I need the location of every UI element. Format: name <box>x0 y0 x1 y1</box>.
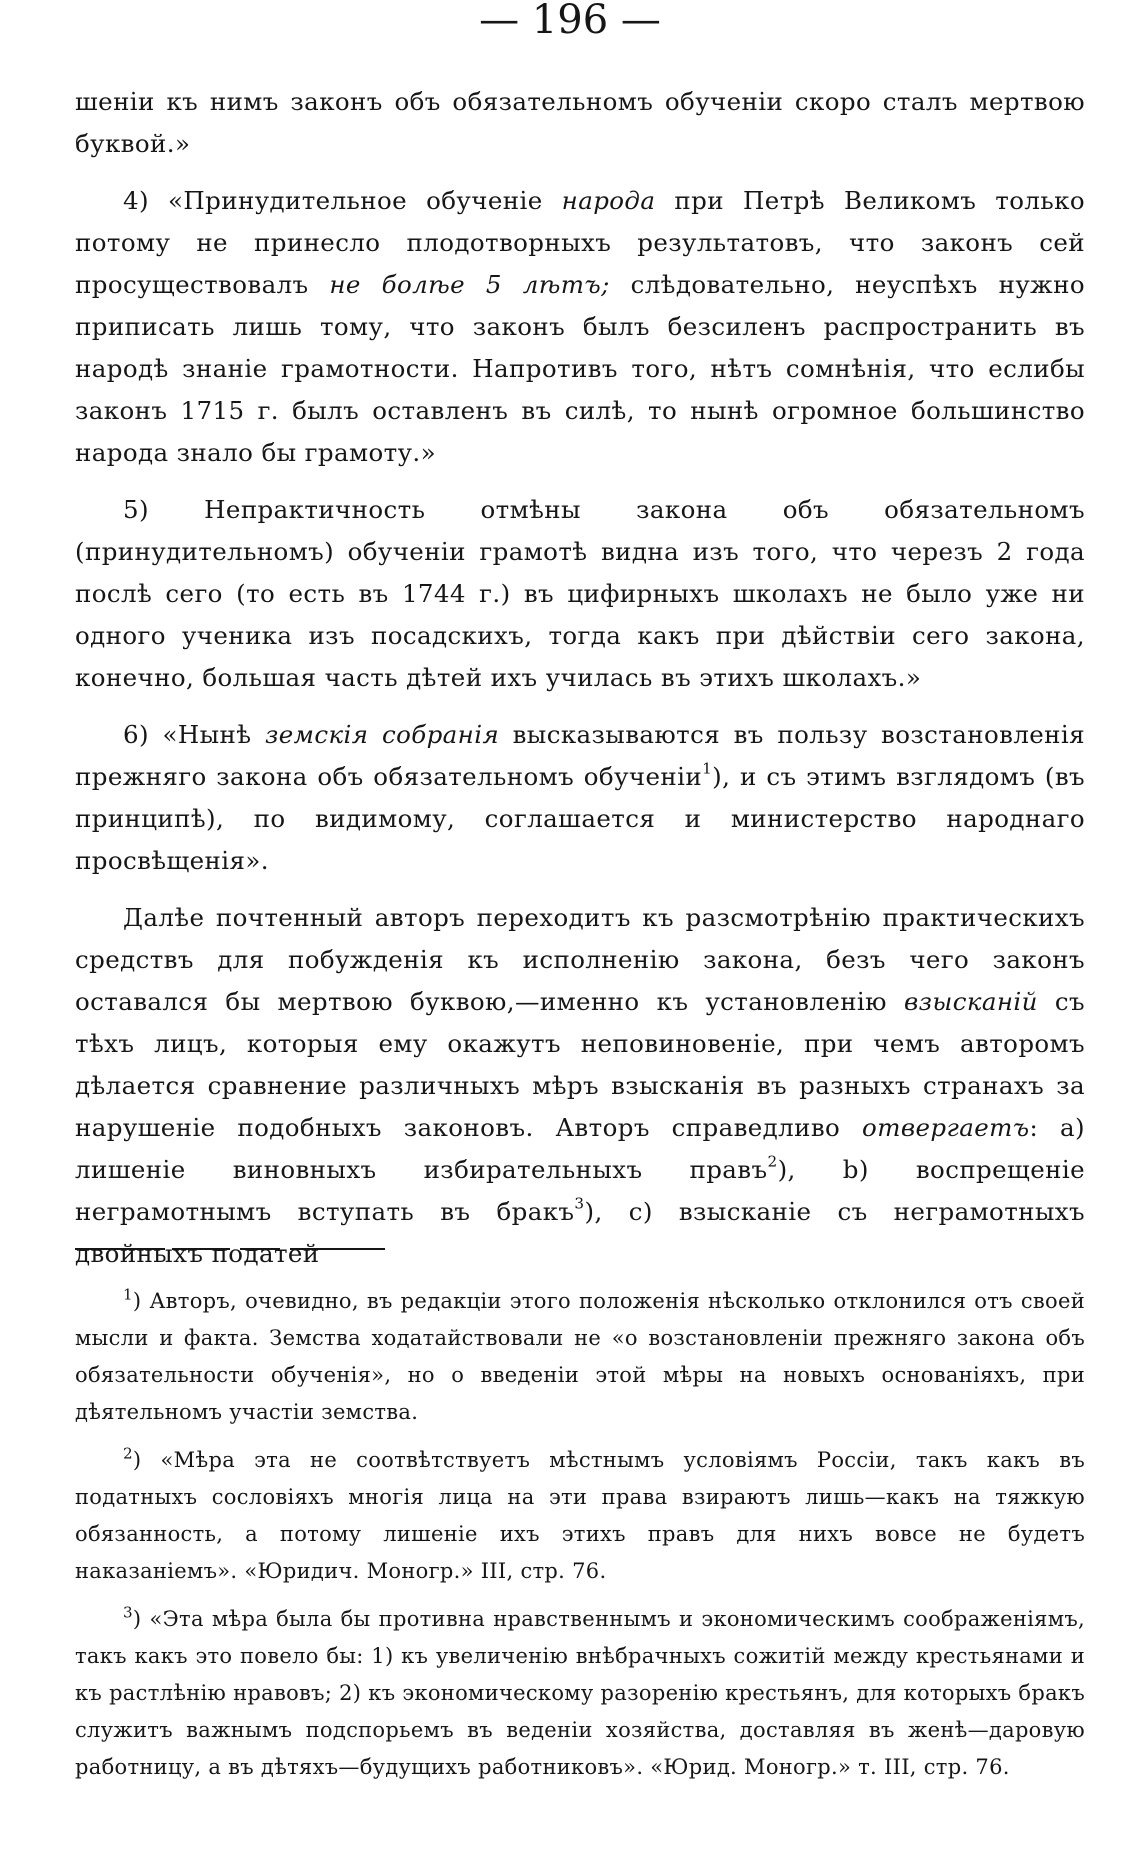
footnote-ref-3[interactable]: 3 <box>574 1194 585 1213</box>
paragraph-4 <box>75 180 1085 474</box>
footnotes <box>75 1283 1085 1786</box>
footnote-3 <box>75 1601 1085 1786</box>
footnote-rule <box>172 1248 230 1250</box>
footnote-ref-2[interactable]: 2 <box>767 1152 778 1171</box>
text-run: ), b) воспрещенiе неграмотнымъ вступать въ бракъ <box>75 1155 1085 1226</box>
text-run: слѣдовательно, неуспѣхъ нужно приписать лишь тому, что законъ былъ безсиленъ распространить въ народѣ знанiе грамотности. Напротивъ того, нѣтъ сомнѣнiя, что еслибы законъ 1715 г. былъ оставленъ въ силѣ, то нынѣ огромное большинство народа знало бы грамоту.» <box>75 270 1085 467</box>
text-run: 6) «Нынѣ <box>123 720 266 749</box>
footnote-rule <box>290 1248 385 1250</box>
text-run: съ тѣхъ лицъ, которыя ему окажутъ неповиновенiе, при чемъ авторомъ дѣлается сравнение различныхъ мѣръ взысканiя въ разныхъ странахъ за нарушенiе подобныхъ законовъ. Авторъ справедливо <box>75 987 1085 1142</box>
footnote-mark: 1 <box>123 1285 133 1304</box>
footnote-rule <box>240 1248 280 1250</box>
footnote-2 <box>75 1442 1085 1590</box>
text-run: 5) Непрактичность отмѣны закона объ обязательномъ (принудительномъ) обученiи грамотѣ видна изъ того, что черезъ 2 года послѣ сего (то есть въ 1744 г.) въ цифирныхъ школахъ не было уже ни одного ученика изъ посадскихъ, тогда какъ при дѣйствiи сего закона, конечно, большая часть дѣтей ихъ училась въ этихъ школахъ.» <box>75 495 1085 692</box>
italic-run: народа <box>561 186 656 215</box>
text-run: высказываются въ пользу возстановленiя прежняго закона объ обязательномъ обученiи <box>75 720 1086 791</box>
text-run: ), c) взысканiе съ неграмотныхъ двойныхъ податей <box>75 1197 1085 1268</box>
page-number: — 196 — <box>479 0 661 43</box>
text-run: Далѣе почтенный авторъ переходитъ къ разсмотрѣнiю практическихъ средствъ для побужденiя къ исполненiю закона, безъ чего законъ оставался бы мертвою буквою,—именно къ установленiю <box>75 903 1085 1016</box>
footnote-1 <box>75 1283 1085 1431</box>
footnote-rule <box>75 1248 165 1250</box>
paragraph-5 <box>75 489 1085 699</box>
footnote-text: ) «Мѣра эта не соотвѣтствуетъ мѣстнымъ условiямъ Россiи, такъ какъ въ податныхъ сословiяхъ многiя лица на эти права взираютъ лишь—какъ на тяжкую обязанность, а потому лишенiе ихъ этихъ правъ для нихъ вовсе не будетъ наказанiемъ». «Юридич. Моногр.» III, стр. 76. <box>75 1448 1085 1583</box>
italic-run: взысканiй <box>903 987 1038 1016</box>
text-run: 4) «Принудительное обученiе <box>123 186 562 215</box>
italic-run: земскiя собранiя <box>265 720 500 749</box>
text-run: ), и съ этимъ взглядомъ (въ принципѣ), по видимому, соглашается и министерство народнаго просвѣщенiя». <box>75 762 1085 875</box>
footnote-mark: 2 <box>123 1444 133 1463</box>
text-run: : a) лишенiе виновныхъ избирательныхъ правъ <box>75 1113 1085 1184</box>
text-run: шенiи къ нимъ законъ объ обязательномъ обученiи скоро сталъ мертвою буквой.» <box>75 87 1085 158</box>
paragraph-6 <box>75 714 1085 882</box>
text-run: при Петрѣ Великомъ только потому не принесло плодотворныхъ результатовъ, что законъ сей просуществовалъ <box>75 186 1085 299</box>
italic-run: отвергаетъ <box>862 1113 1030 1142</box>
paragraph-author-discussion <box>75 897 1085 1275</box>
footnote-ref-1[interactable]: 1 <box>702 759 713 778</box>
footnote-text: ) Авторъ, очевидно, въ редакцiи этого положенiя нѣсколько отклонился отъ своей мысли и факта. Земства ходатайствовали не «о возстановленiи прежняго закона объ обязательности обученiя», но о введенiи этой мѣры на новыхъ основанiяхъ, при дѣятельномъ участiи земства. <box>75 1289 1085 1424</box>
paragraph-continuation <box>75 81 1085 165</box>
italic-run: не болѣе 5 лѣтъ; <box>329 270 610 299</box>
footnote-mark: 3 <box>123 1603 133 1622</box>
footnote-text: ) «Эта мѣра была бы противна нравственнымъ и экономическимъ соображенiямъ, такъ какъ это повело бы: 1) къ увеличенiю внѣбрачныхъ сожитiй между крестьянами и къ растлѣнiю нравовъ; 2) къ экономическому разоренiю крестьянъ, для которыхъ бракъ служитъ важнымъ подспорьемъ въ веденiи хозяйства, доставляя въ женѣ—даровую работницу, а въ дѣтяхъ—будущихъ работниковъ». «Юрид. Моногр.» т. III, стр. 76. <box>75 1607 1085 1779</box>
main-text <box>75 81 1085 1275</box>
